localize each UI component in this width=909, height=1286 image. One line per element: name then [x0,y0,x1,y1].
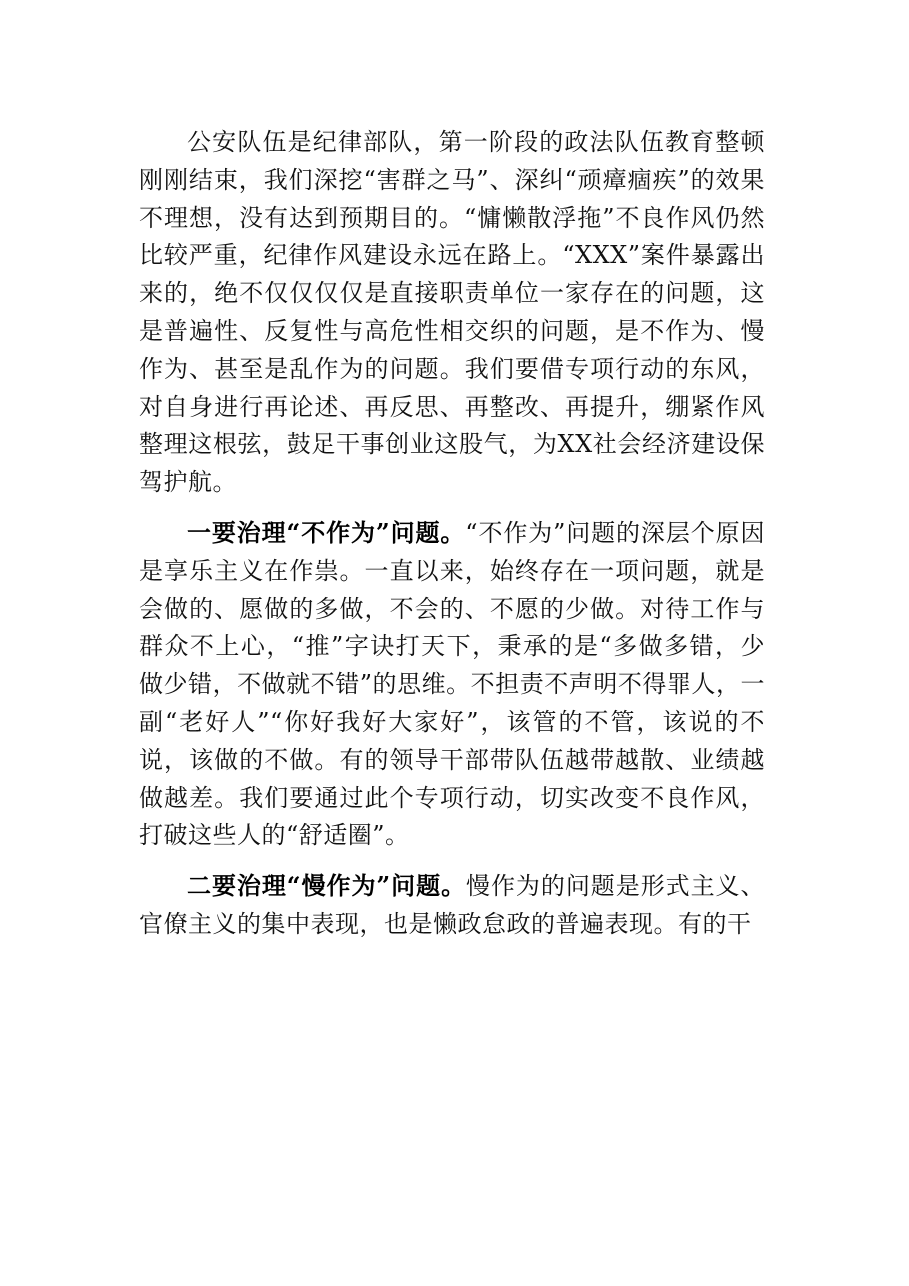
paragraph-buzuowei-text: “不作为”问题的深层个原因是享乐主义在作祟。一直以来，始终存在一项问题，就是会做的、愿做的多做，不会的、不愿的少做。对待工作与群众不上心，“推”字诀打天下，秉承的是“多做多错，少做少错，不做就不错”的思维。不担责不声明不得罪人，一副“老好人”“你好我好大家好”，该管的不管，该说的不说，该做的不做。有的领导干部带队伍越带越散、业绩越做越差。我们要通过此个专项行动，切实改变不良作风，打破这些人的“舒适圈”。 [139,518,765,850]
paragraph-manzuowei-heading: 二要治理“慢作为”问题。 [187,871,467,901]
paragraph-manzuowei-text: 慢作为的问题是形式主义、官僚主义的集中表现，也是懒政怠政的普遍表现。有的干 [139,872,765,938]
paragraph-manzuowei [139,867,765,944]
paragraph-intro [139,124,765,502]
document-page [139,124,765,944]
paragraph-buzuowei [139,514,765,855]
paragraph-buzuowei-heading: 一要治理“不作为”问题。 [187,517,466,547]
paragraph-intro-text: 公安队伍是纪律部队，第一阶段的政法队伍教育整顿刚刚结束，我们深挖“害群之马”、深纠“顽瘴痼疾”的效果不理想，没有达到预期目的。“慵懒散浮拖”不良作风仍然比较严重，纪律作风建设永远在路上。“XXX”案件暴露出来的，绝不仅仅仅仅是直接职责单位一家存在的问题，这是普遍性、反复性与高危性相交织的问题，是不作为、慢作为、甚至是乱作为的问题。我们要借专项行动的东风，对自身进行再论述、再反思、再整改、再提升，绷紧作风整理这根弦，鼓足干事创业这股气，为XX社会经济建设保驾护航。 [139,128,765,497]
